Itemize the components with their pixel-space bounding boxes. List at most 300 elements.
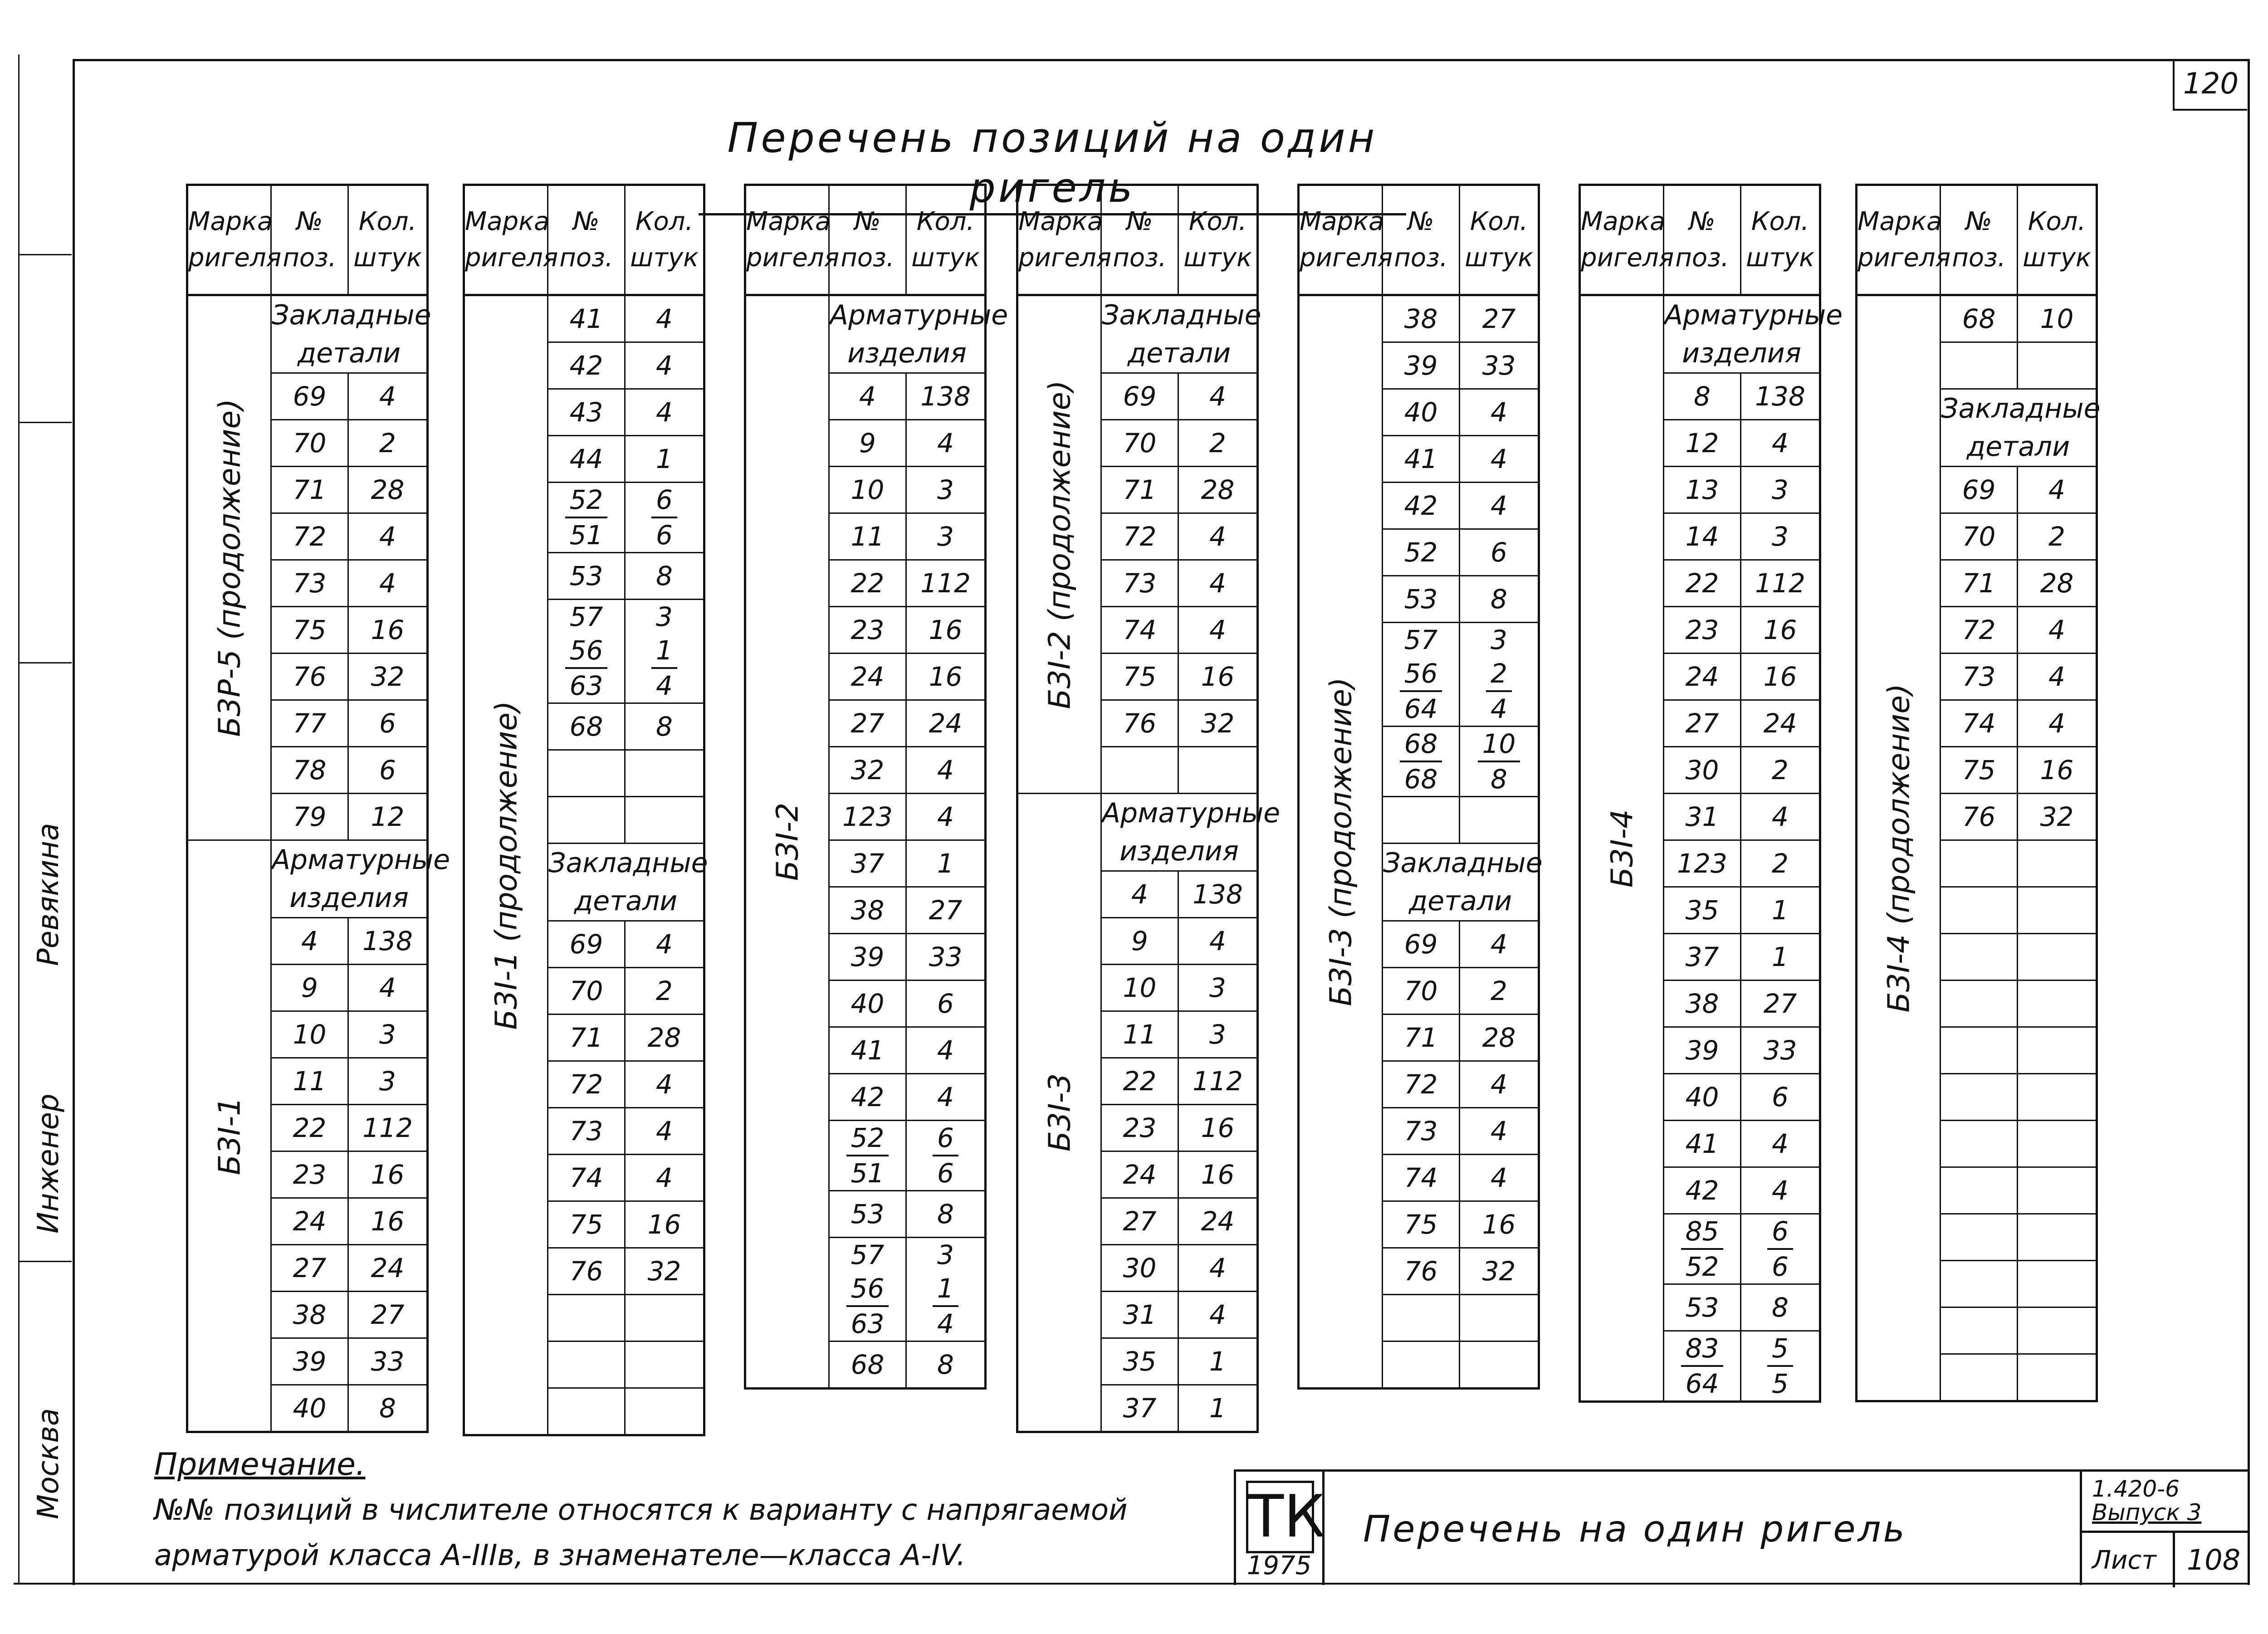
numerator: 6 — [933, 1121, 958, 1156]
stacked-value: 57 — [1404, 624, 1438, 655]
quantity-cell: 32 — [348, 654, 428, 700]
position-cell: 4 — [1101, 871, 1178, 918]
beam-mark-label: Б3I-3 (продолжение) — [1323, 677, 1358, 1006]
quantity-cell: 4 — [1178, 1245, 1258, 1292]
stacked-value: 1 — [651, 634, 677, 669]
note-text: №№ позиций в числителе относятся к варианту с напрягаемой арматурой класса А-IIIв, в знаменателе—класса А-IV. — [154, 1493, 1128, 1572]
quantity-cell: 16 — [2018, 747, 2097, 794]
position-cell — [1941, 980, 2018, 1027]
quantity-cell: 4 — [625, 921, 704, 968]
quantity-cell — [1178, 747, 1258, 794]
position-cell: 68 — [548, 703, 625, 750]
position-cell: 72 — [1383, 1061, 1460, 1108]
position-cell: 71 — [548, 1015, 625, 1061]
quantity-cell: 32 — [1178, 700, 1258, 747]
position-cell: 42 — [1383, 483, 1460, 529]
position-cell: 69 — [1101, 373, 1178, 420]
quantity-cell: 4 — [1178, 560, 1258, 607]
left-binding-strip — [18, 54, 73, 1583]
numerator: 10 — [1478, 727, 1520, 762]
quantity-cell: 2 — [625, 968, 704, 1015]
table-row — [1857, 295, 2097, 342]
position-cell — [1941, 1261, 2018, 1307]
mark-cell — [1017, 295, 1101, 794]
stacked-value: 3 — [656, 601, 673, 632]
stacked-value: 63 — [850, 1308, 885, 1339]
position-cell: 53 — [829, 1191, 906, 1238]
strip-divider — [18, 422, 72, 423]
position-cell — [1383, 797, 1460, 844]
position-cell: 11 — [829, 513, 906, 560]
section-heading: Закладные детали — [271, 295, 428, 373]
position-cell: 22 — [829, 560, 906, 607]
quantity-cell: 4 — [1460, 483, 1539, 529]
quantity-cell: 4 — [625, 1155, 704, 1201]
stamp-title: Перечень на один ригель — [1363, 1508, 1907, 1550]
quantity-cell: 4 — [625, 1108, 704, 1155]
note-title: Примечание. — [154, 1447, 366, 1483]
quantity-cell: 8 — [1460, 576, 1539, 623]
header-mark: Марка ригеля — [1017, 185, 1101, 295]
stacked-value: 64 — [1404, 693, 1438, 724]
quantity-cell: 4 — [1741, 1167, 1820, 1214]
position-cell — [1383, 1295, 1460, 1341]
quantity-cell: 4 — [906, 747, 986, 794]
position-cell: 41 — [829, 1027, 906, 1074]
position-cell: 32 — [829, 747, 906, 794]
position-cell: 69 — [548, 921, 625, 968]
position-cell: 9 — [829, 420, 906, 467]
quantity-cell: 1 — [1178, 1385, 1258, 1432]
side-label-signer: Ревякина — [32, 823, 65, 966]
header-qty: Кол. штук — [1178, 185, 1258, 295]
quantity-cell: 4 — [1460, 1108, 1539, 1155]
quantity-cell: 4 — [1460, 921, 1539, 968]
header-qty: Кол. штук — [2018, 185, 2097, 295]
header-mark: Марка ригеля — [187, 185, 271, 295]
quantity-cell — [1460, 623, 1539, 727]
quantity-cell: 1 — [1178, 1338, 1258, 1385]
header-qty: Кол. штук — [348, 185, 428, 295]
strip-divider — [18, 662, 72, 663]
position-table — [1297, 184, 1543, 1390]
header-pos: № поз. — [1383, 185, 1460, 295]
position-cell — [1383, 623, 1460, 727]
quantity-cell: 4 — [1460, 1061, 1539, 1108]
quantity-cell: 4 — [348, 513, 428, 560]
quantity-cell: 1 — [906, 840, 986, 887]
section-heading: Арматурные изделия — [271, 840, 428, 918]
quantity-cell: 2 — [1460, 968, 1539, 1015]
quantity-cell: 24 — [1178, 1198, 1258, 1245]
position-cell: 43 — [548, 389, 625, 436]
denominator: 51 — [850, 1158, 885, 1189]
quantity-cell: 8 — [625, 703, 704, 750]
stacked-value: 4 — [937, 1308, 954, 1339]
denominator: 51 — [569, 520, 603, 551]
quantity-cell: 16 — [906, 607, 986, 654]
mark-cell — [1299, 295, 1383, 1389]
position-cell — [548, 1295, 625, 1341]
numerator: 83 — [1681, 1332, 1724, 1367]
header-qty: Кол. штук — [1741, 185, 1820, 295]
position-cell — [1941, 1167, 2018, 1214]
page-title: Перечень позиций на один ригель — [699, 113, 1406, 215]
quantity-cell: 3 — [1741, 513, 1820, 560]
quantity-cell: 112 — [906, 560, 986, 607]
position-cell: 42 — [829, 1074, 906, 1121]
position-cell — [1941, 1354, 2018, 1401]
quantity-cell: 3 — [1178, 965, 1258, 1011]
position-cell — [829, 1238, 906, 1341]
quantity-cell: 4 — [1460, 1155, 1539, 1201]
quantity-cell — [625, 750, 704, 797]
position-cell: 71 — [1383, 1015, 1460, 1061]
quantity-cell: 28 — [625, 1015, 704, 1061]
section-heading: Закладные детали — [1941, 389, 2097, 467]
position-cell: 71 — [1101, 467, 1178, 513]
position-cell: 22 — [1101, 1058, 1178, 1105]
quantity-cell: 1 — [1741, 887, 1820, 934]
quantity-cell: 4 — [625, 1061, 704, 1108]
position-cell — [1941, 342, 2018, 389]
position-cell: 40 — [1383, 389, 1460, 436]
position-cell: 69 — [1941, 467, 2018, 513]
quantity-cell: 24 — [348, 1245, 428, 1292]
header-mark: Марка ригеля — [1857, 185, 1941, 295]
quantity-cell: 16 — [625, 1201, 704, 1248]
quantity-cell: 8 — [906, 1191, 986, 1238]
header-pos: № поз. — [1941, 185, 2018, 295]
numerator: 52 — [846, 1121, 889, 1156]
quantity-cell: 16 — [1460, 1201, 1539, 1248]
position-cell: 76 — [1941, 794, 2018, 840]
quantity-cell: 10 — [2018, 295, 2097, 342]
denominator: 68 — [1404, 764, 1438, 795]
position-cell: 27 — [1664, 700, 1741, 747]
quantity-cell: 4 — [348, 373, 428, 420]
denominator: 5 — [1772, 1368, 1789, 1399]
section-heading: Закладные детали — [1101, 295, 1258, 373]
quantity-cell: 2 — [1178, 420, 1258, 467]
quantity-cell: 24 — [1741, 700, 1820, 747]
quantity-cell: 32 — [2018, 794, 2097, 840]
quantity-cell: 4 — [1178, 373, 1258, 420]
header-qty: Кол. штук — [906, 185, 986, 295]
quantity-cell: 12 — [348, 794, 428, 840]
tk-logo-box — [1236, 1472, 1325, 1585]
position-cell: 76 — [548, 1248, 625, 1295]
quantity-cell — [1741, 1214, 1820, 1284]
quantity-cell: 8 — [348, 1385, 428, 1432]
position-cell: 70 — [548, 968, 625, 1015]
position-cell: 30 — [1664, 747, 1741, 794]
quantity-cell: 4 — [906, 1027, 986, 1074]
position-cell: 37 — [829, 840, 906, 887]
position-cell — [548, 797, 625, 844]
position-cell: 37 — [1664, 934, 1741, 980]
quantity-cell: 3 — [348, 1058, 428, 1105]
quantity-cell: 1 — [1741, 934, 1820, 980]
position-cell — [1941, 1307, 2018, 1354]
stamp-series-block — [2080, 1472, 2250, 1585]
page-number: 120 — [2173, 59, 2247, 111]
stamp-year: 1975 — [1246, 1551, 1312, 1580]
position-cell: 52 — [1383, 529, 1460, 576]
position-cell: 74 — [1941, 700, 2018, 747]
header-mark: Марка ригеля — [464, 185, 548, 295]
position-cell: 31 — [1101, 1292, 1178, 1338]
header-pos: № поз. — [1664, 185, 1741, 295]
position-cell: 22 — [271, 1105, 348, 1151]
series-issue: Выпуск 3 — [2092, 1499, 2202, 1526]
position-cell: 76 — [271, 654, 348, 700]
quantity-cell: 3 — [348, 1011, 428, 1058]
stacked-value: 3 — [1491, 624, 1507, 655]
position-cell — [548, 1341, 625, 1388]
position-cell: 123 — [829, 794, 906, 840]
position-cell — [1664, 1214, 1741, 1284]
position-cell: 76 — [1383, 1248, 1460, 1295]
header-pos: № поз. — [548, 185, 625, 295]
quantity-cell: 112 — [348, 1105, 428, 1151]
position-cell: 39 — [271, 1338, 348, 1385]
series-number: 1.420-6 — [2092, 1476, 2180, 1502]
quantity-cell: 33 — [1460, 342, 1539, 389]
position-cell: 72 — [1941, 607, 2018, 654]
denominator: 6 — [1772, 1251, 1789, 1282]
quantity-cell — [2018, 1167, 2097, 1214]
position-cell: 23 — [271, 1151, 348, 1198]
position-cell: 38 — [829, 887, 906, 934]
quantity-cell: 6 — [906, 980, 986, 1027]
quantity-cell — [1460, 727, 1539, 797]
quantity-cell — [2018, 840, 2097, 887]
beam-mark-label: Б3I-4 — [1604, 809, 1639, 888]
strip-divider — [18, 1261, 72, 1262]
position-cell: 79 — [271, 794, 348, 840]
quantity-cell — [625, 1295, 704, 1341]
quantity-cell: 4 — [1460, 436, 1539, 483]
strip-divider — [18, 254, 72, 255]
header-pos: № поз. — [1101, 185, 1178, 295]
beam-mark-label: Б3I-1 — [212, 1097, 247, 1175]
position-cell: 75 — [1101, 654, 1178, 700]
section-heading: Закладные детали — [548, 844, 704, 921]
position-cell: 70 — [1101, 420, 1178, 467]
quantity-cell: 16 — [1178, 1105, 1258, 1151]
mark-cell — [187, 840, 271, 1432]
section-heading: Арматурные изделия — [1664, 295, 1820, 373]
stacked-value: 3 — [937, 1239, 954, 1270]
quantity-cell — [2018, 1074, 2097, 1121]
position-cell — [1101, 747, 1178, 794]
position-cell: 75 — [548, 1201, 625, 1248]
quantity-cell: 2 — [1741, 747, 1820, 794]
position-cell: 35 — [1101, 1338, 1178, 1385]
position-cell: 70 — [1383, 968, 1460, 1015]
position-cell — [548, 600, 625, 703]
quantity-cell: 4 — [906, 1074, 986, 1121]
quantity-cell — [625, 1388, 704, 1435]
quantity-cell: 16 — [348, 1198, 428, 1245]
quantity-cell: 4 — [1178, 918, 1258, 965]
position-cell — [1941, 1027, 2018, 1074]
position-table — [186, 184, 450, 1433]
position-cell: 123 — [1664, 840, 1741, 887]
position-cell: 75 — [1941, 747, 2018, 794]
quantity-cell: 112 — [1178, 1058, 1258, 1105]
position-cell: 70 — [1941, 513, 2018, 560]
quantity-cell: 32 — [1460, 1248, 1539, 1295]
quantity-cell: 1 — [625, 436, 704, 483]
position-cell: 14 — [1664, 513, 1741, 560]
denominator: 52 — [1685, 1251, 1719, 1282]
quantity-cell: 2 — [1741, 840, 1820, 887]
mark-cell — [187, 295, 271, 840]
position-cell: 27 — [829, 700, 906, 747]
position-cell: 38 — [271, 1292, 348, 1338]
position-cell: 69 — [1383, 921, 1460, 968]
quantity-cell: 24 — [906, 700, 986, 747]
position-cell: 9 — [1101, 918, 1178, 965]
position-table — [463, 184, 708, 1436]
position-cell: 24 — [1664, 654, 1741, 700]
quantity-cell: 3 — [1178, 1011, 1258, 1058]
quantity-cell: 4 — [1178, 513, 1258, 560]
position-cell: 38 — [1664, 980, 1741, 1027]
stacked-value: 1 — [933, 1272, 958, 1307]
stacked-value: 4 — [656, 670, 673, 701]
mark-cell — [1857, 295, 1941, 1401]
stacked-value: 2 — [1486, 657, 1512, 692]
mark-cell — [1017, 794, 1101, 1432]
denominator: 8 — [1491, 764, 1507, 795]
section-heading: Закладные детали — [1383, 844, 1539, 921]
stacked-value: 57 — [569, 601, 603, 632]
quantity-cell — [2018, 887, 2097, 934]
position-cell: 78 — [271, 747, 348, 794]
stacked-value: 4 — [1491, 693, 1507, 724]
quantity-cell: 4 — [348, 560, 428, 607]
position-cell — [548, 750, 625, 797]
quantity-cell: 4 — [2018, 467, 2097, 513]
quantity-cell: 4 — [625, 342, 704, 389]
quantity-cell: 27 — [1741, 980, 1820, 1027]
tk-logo: ТК — [1246, 1481, 1314, 1553]
quantity-cell: 32 — [625, 1248, 704, 1295]
quantity-cell — [906, 1121, 986, 1191]
header-mark: Марка ригеля — [1299, 185, 1383, 295]
quantity-cell — [1741, 1331, 1820, 1402]
position-table — [744, 184, 1008, 1390]
position-cell: 75 — [1383, 1201, 1460, 1248]
position-cell: 31 — [1664, 794, 1741, 840]
numerator: 5 — [1767, 1332, 1793, 1367]
beam-mark-label: Б3Р-5 (продолжение) — [212, 399, 247, 737]
position-cell: 68 — [829, 1341, 906, 1389]
position-cell — [548, 483, 625, 553]
position-cell: 24 — [1101, 1151, 1178, 1198]
position-cell: 73 — [1941, 654, 2018, 700]
position-cell: 39 — [1383, 342, 1460, 389]
numerator: 6 — [1767, 1215, 1793, 1250]
position-cell: 27 — [1101, 1198, 1178, 1245]
position-cell: 53 — [548, 553, 625, 600]
position-cell — [548, 1388, 625, 1435]
quantity-cell — [1460, 1341, 1539, 1389]
position-cell: 75 — [271, 607, 348, 654]
quantity-cell — [625, 600, 704, 703]
mark-cell — [745, 295, 829, 1389]
position-cell — [1664, 1331, 1741, 1402]
numerator: 85 — [1681, 1215, 1724, 1250]
quantity-cell — [2018, 1354, 2097, 1401]
sheet-label: Лист — [2092, 1546, 2156, 1575]
beam-mark-label: Б3I-2 — [770, 802, 805, 881]
position-cell: 22 — [1664, 560, 1741, 607]
stacked-value: 56 — [846, 1272, 889, 1307]
position-cell: 4 — [271, 918, 348, 965]
position-cell: 71 — [271, 467, 348, 513]
table-row — [464, 295, 704, 342]
side-label-city: Москва — [32, 1408, 65, 1519]
header-mark: Марка ригеля — [745, 185, 829, 295]
quantity-cell: 4 — [1741, 794, 1820, 840]
position-cell: 41 — [1383, 436, 1460, 483]
header-pos: № поз. — [271, 185, 348, 295]
quantity-cell: 4 — [906, 420, 986, 467]
position-cell: 42 — [548, 342, 625, 389]
position-cell: 13 — [1664, 467, 1741, 513]
quantity-cell: 4 — [1178, 1292, 1258, 1338]
position-cell: 40 — [1664, 1074, 1741, 1121]
quantity-cell: 4 — [2018, 700, 2097, 747]
quantity-cell: 112 — [1741, 560, 1820, 607]
quantity-cell: 16 — [348, 1151, 428, 1198]
quantity-cell — [2018, 1307, 2097, 1354]
quantity-cell: 33 — [1741, 1027, 1820, 1074]
header-pos: № поз. — [829, 185, 906, 295]
position-cell: 10 — [271, 1011, 348, 1058]
position-cell: 72 — [1101, 513, 1178, 560]
position-cell: 24 — [829, 654, 906, 700]
quantity-cell: 4 — [1178, 607, 1258, 654]
position-cell: 74 — [1101, 607, 1178, 654]
position-cell — [1383, 727, 1460, 797]
quantity-cell: 4 — [2018, 607, 2097, 654]
position-table — [1855, 184, 2101, 1402]
position-cell: 39 — [829, 934, 906, 980]
beam-mark-label: Б3I-1 (продолжение) — [489, 700, 523, 1030]
quantity-cell — [2018, 1027, 2097, 1074]
quantity-cell — [625, 1341, 704, 1388]
quantity-cell: 28 — [1178, 467, 1258, 513]
stacked-value: 56 — [565, 634, 608, 669]
title-block-stamp — [1234, 1469, 2248, 1585]
quantity-cell: 28 — [2018, 560, 2097, 607]
quantity-cell — [1460, 797, 1539, 844]
position-cell: 10 — [829, 467, 906, 513]
quantity-cell: 3 — [1741, 467, 1820, 513]
position-cell: 12 — [1664, 420, 1741, 467]
quantity-cell: 4 — [1741, 420, 1820, 467]
mark-cell — [464, 295, 548, 1435]
position-cell: 73 — [1383, 1108, 1460, 1155]
position-cell: 77 — [271, 700, 348, 747]
quantity-cell: 16 — [1741, 607, 1820, 654]
beam-mark-label: Б3I-2 (продолжение) — [1042, 380, 1077, 709]
